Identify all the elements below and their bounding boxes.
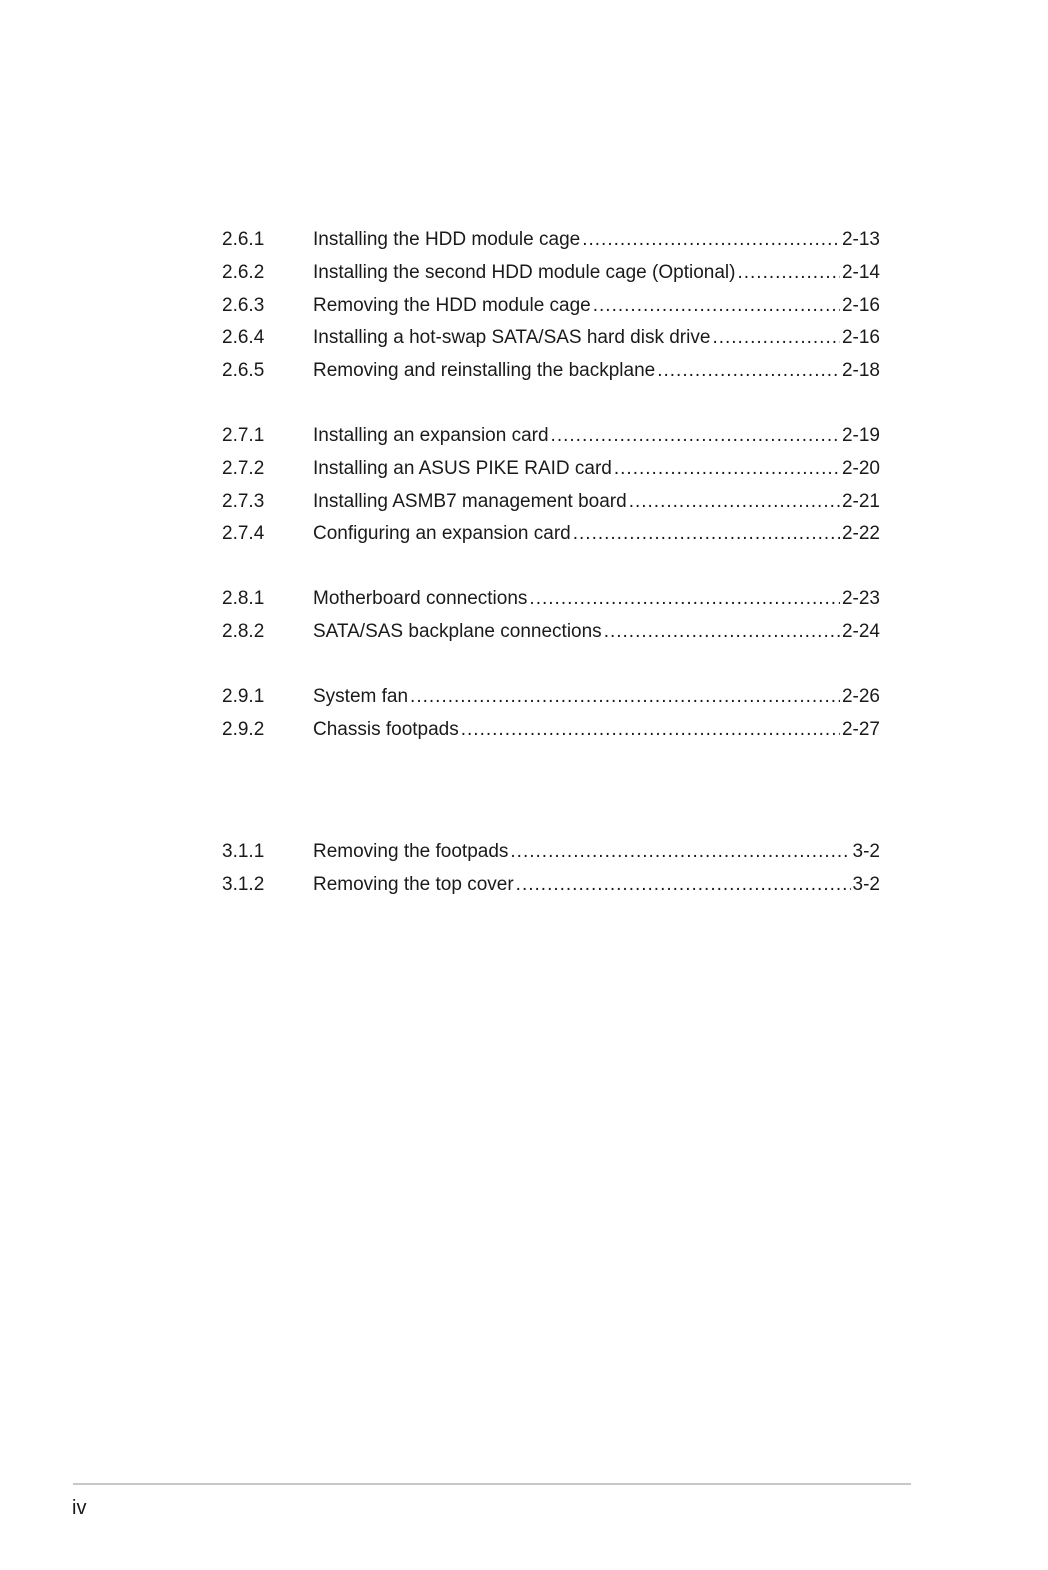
footer-page-number: iv <box>72 1497 87 1519</box>
toc-group-2-8 <box>222 583 880 649</box>
dot-leader <box>461 714 840 747</box>
toc-entry-number: 2.7.2 <box>222 457 265 479</box>
toc-entry-page: 2-20 <box>841 457 880 479</box>
dot-leader <box>629 486 840 519</box>
toc-entry-number: 2.8.2 <box>222 620 265 642</box>
toc-entry-number: 3.1.1 <box>222 841 265 863</box>
toc-entry-page: 2-22 <box>841 523 880 545</box>
dot-leader <box>712 322 840 355</box>
toc-entry[interactable] <box>222 290 880 323</box>
toc-entry[interactable] <box>222 420 880 453</box>
toc-entry-number: 2.6.1 <box>222 229 265 250</box>
toc-entry-number: 2.7.1 <box>222 424 265 446</box>
toc-entry-title: Installing ASMB7 management board <box>313 490 627 512</box>
toc-entry-title: Chassis footpads <box>313 718 459 740</box>
toc-entry[interactable] <box>222 518 880 551</box>
toc-entry-page: 2-23 <box>841 588 880 610</box>
toc-entry-page: 2-13 <box>841 229 880 250</box>
toc-entry-page: 2-18 <box>841 360 880 382</box>
toc-entry-number: 2.8.1 <box>222 588 265 610</box>
toc-entry-number: 2.6.4 <box>222 327 265 349</box>
toc-entry-page: 3-2 <box>852 841 880 863</box>
toc-entry[interactable] <box>222 322 880 355</box>
dot-leader <box>573 518 840 551</box>
toc-group-3-1 <box>222 836 880 902</box>
dot-leader <box>410 681 840 714</box>
dot-leader <box>657 355 840 388</box>
toc-entry[interactable] <box>222 616 880 649</box>
dot-leader <box>582 224 840 257</box>
table-of-contents <box>222 224 880 934</box>
toc-entry-title: Removing the footpads <box>313 841 509 863</box>
toc-entry-title: Removing and reinstalling the backplane <box>313 360 656 382</box>
dot-leader <box>614 453 840 486</box>
toc-entry[interactable] <box>222 453 880 486</box>
toc-entry-number: 2.9.2 <box>222 718 265 740</box>
toc-entry-title: Installing an expansion card <box>313 424 549 446</box>
toc-entry-page: 2-16 <box>841 294 880 316</box>
toc-entry-page: 3-2 <box>852 874 880 896</box>
toc-entry-number: 2.6.2 <box>222 261 265 283</box>
dot-leader <box>737 257 840 290</box>
toc-entry-title: Installing a hot-swap SATA/SAS hard disk drive <box>313 327 711 349</box>
toc-entry-title: SATA/SAS backplane connections <box>313 620 602 642</box>
toc-entry-number: 2.6.5 <box>222 360 265 382</box>
toc-entry[interactable] <box>222 257 880 290</box>
dot-leader <box>551 420 840 453</box>
toc-group-2-6 <box>222 224 880 388</box>
toc-entry[interactable] <box>222 836 880 869</box>
toc-entry[interactable] <box>222 681 880 714</box>
toc-entry[interactable] <box>222 486 880 519</box>
toc-entry-title: Removing the top cover <box>313 874 514 896</box>
toc-entry-title: Installing the HDD module cage <box>313 229 581 250</box>
toc-entry-page: 2-24 <box>841 620 880 642</box>
toc-entry-title: Configuring an expansion card <box>313 523 571 545</box>
toc-entry-number: 2.7.4 <box>222 523 265 545</box>
dot-leader <box>529 583 840 616</box>
dot-leader <box>516 869 851 902</box>
toc-entry-page: 2-21 <box>841 490 880 512</box>
footer-divider <box>73 1483 911 1485</box>
toc-entry-title: System fan <box>313 685 409 707</box>
toc-entry[interactable] <box>222 714 880 747</box>
toc-entry-number: 2.9.1 <box>222 685 265 707</box>
toc-entry-page: 2-26 <box>841 685 880 707</box>
toc-entry-title: Installing an ASUS PIKE RAID card <box>313 457 612 479</box>
toc-entry[interactable] <box>222 869 880 902</box>
toc-entry-page: 2-19 <box>841 424 880 446</box>
toc-entry-number: 2.6.3 <box>222 294 265 316</box>
toc-entry[interactable] <box>222 224 880 257</box>
toc-entry-page: 2-14 <box>841 261 880 283</box>
toc-group-2-7 <box>222 420 880 551</box>
dot-leader <box>604 616 840 649</box>
toc-entry-number: 3.1.2 <box>222 874 265 896</box>
toc-group-2-9 <box>222 681 880 747</box>
toc-entry[interactable] <box>222 583 880 616</box>
toc-entry-title: Installing the second HDD module cage (Optional) <box>313 261 736 283</box>
dot-leader <box>593 290 840 323</box>
dot-leader <box>510 836 850 869</box>
toc-entry[interactable] <box>222 355 880 388</box>
toc-entry-title: Motherboard connections <box>313 588 528 610</box>
toc-entry-title: Removing the HDD module cage <box>313 294 591 316</box>
toc-entry-page: 2-16 <box>841 327 880 349</box>
toc-entry-page: 2-27 <box>841 718 880 740</box>
toc-entry-number: 2.7.3 <box>222 490 265 512</box>
